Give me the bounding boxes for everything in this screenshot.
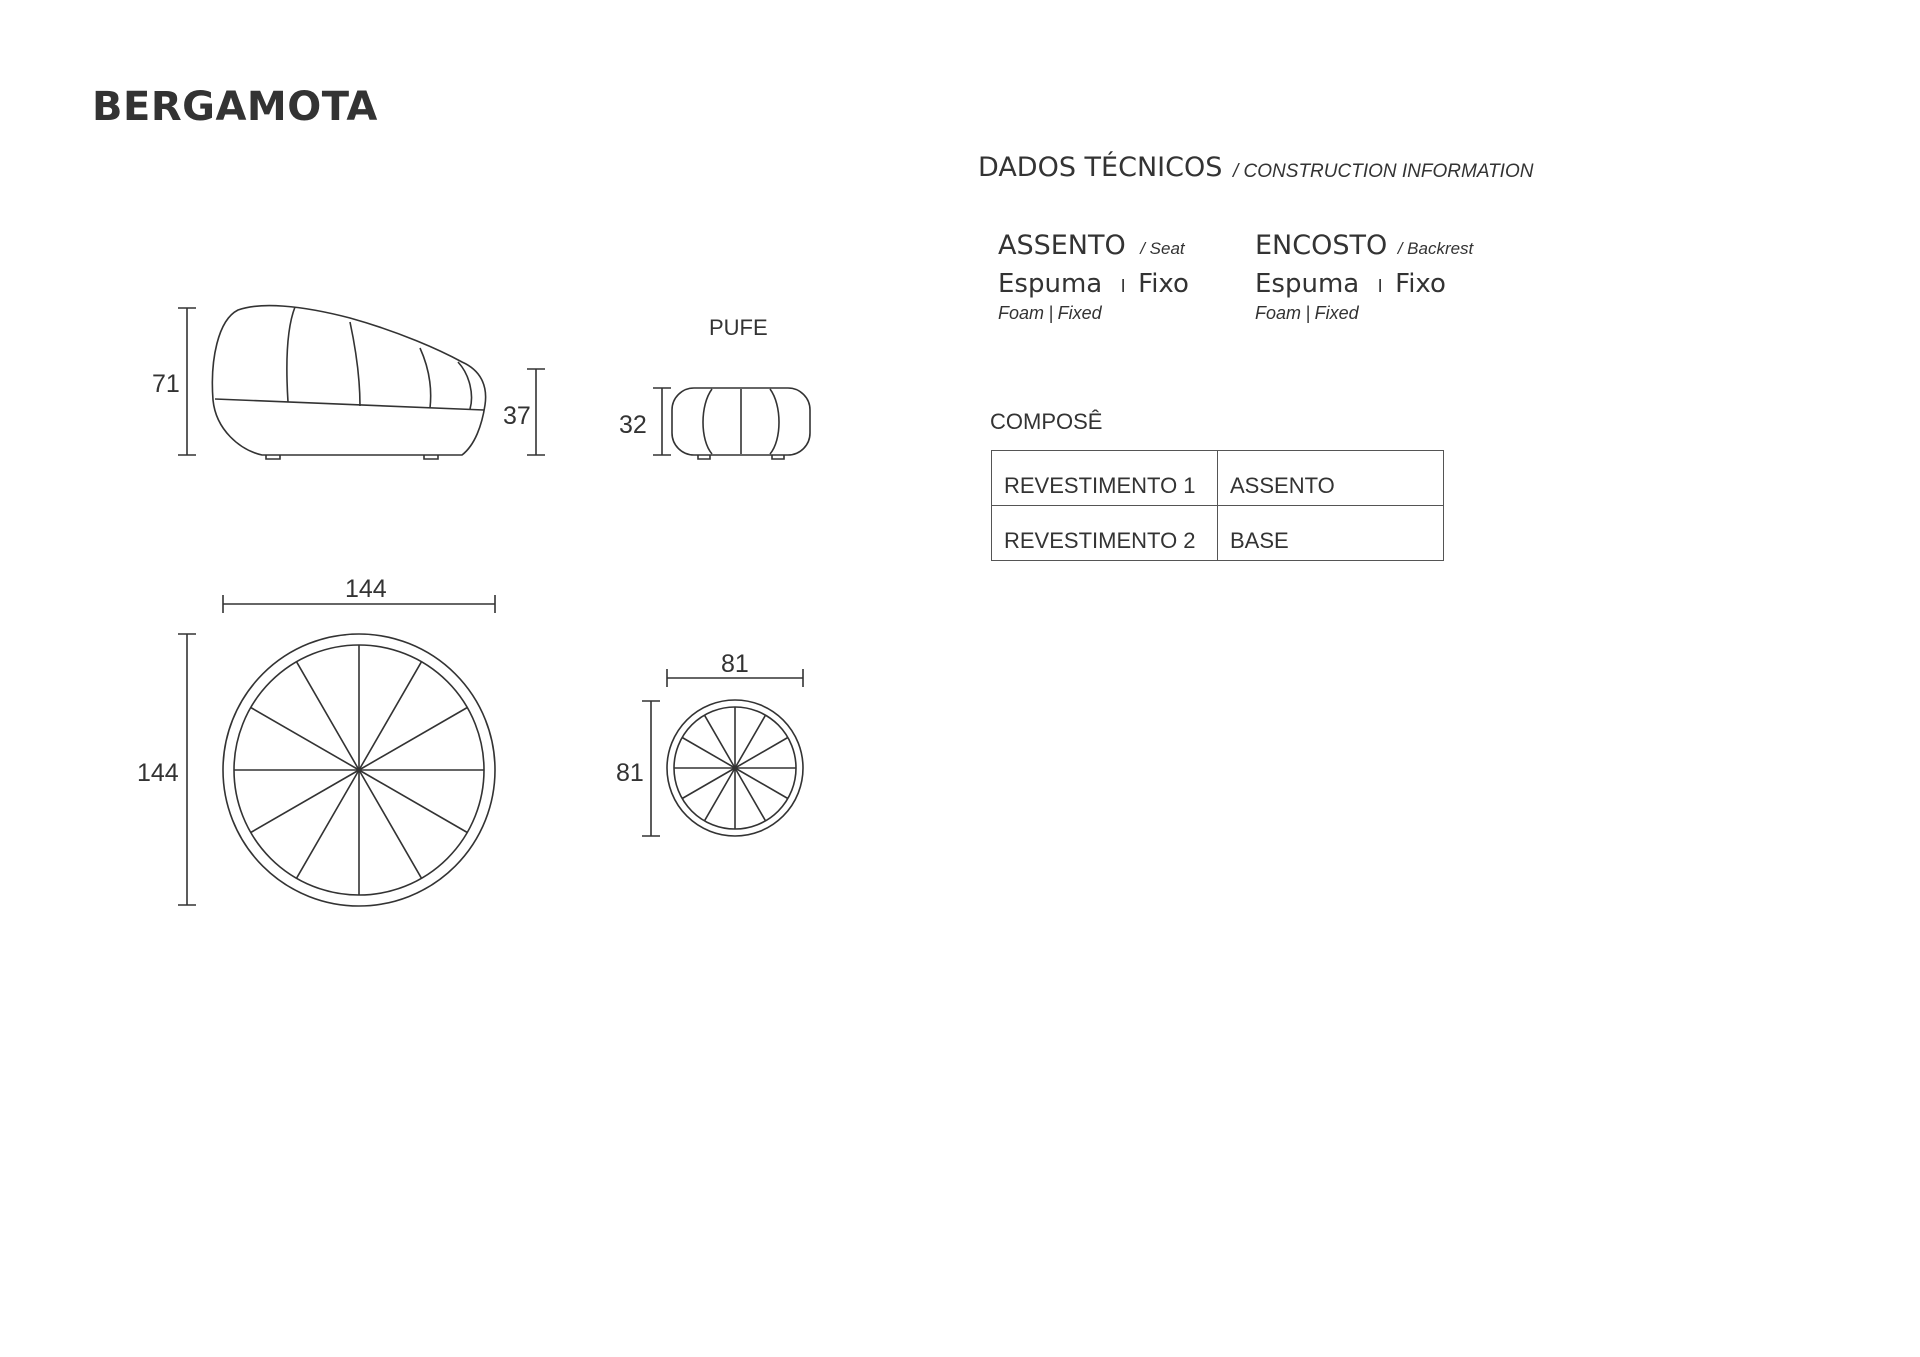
seat-separator: I — [1120, 276, 1126, 296]
chair-width-label: 144 — [345, 575, 387, 603]
pouf-depth-label: 81 — [616, 759, 644, 787]
product-title: BERGAMOTA — [92, 84, 378, 130]
backrest-note-separator: | — [1305, 303, 1311, 323]
chair-side-view — [212, 306, 485, 459]
seat-label-en: / Seat — [1140, 239, 1185, 258]
segment-line — [297, 770, 360, 878]
pouf-label: PUFE — [709, 315, 768, 340]
composition-part: REVESTIMENTO 2 — [992, 506, 1218, 561]
chair-depth-dimension — [178, 634, 196, 905]
technical-subtitle: / CONSTRUCTION INFORMATION — [1233, 161, 1534, 182]
seat-material: Espuma — [998, 269, 1103, 299]
segment-line — [251, 708, 359, 771]
backrest-type: Fixo — [1395, 269, 1446, 299]
segment-line — [359, 708, 467, 771]
backrest-label-en: / Backrest — [1397, 239, 1474, 258]
pouf-height-dimension — [653, 388, 671, 455]
backrest-separator: I — [1377, 276, 1383, 296]
chair-height-dimension — [178, 308, 196, 455]
chair-top-view — [223, 634, 495, 906]
pouf-height-label: 32 — [619, 411, 647, 439]
pouf-top-view — [667, 700, 803, 836]
segment-line — [359, 662, 422, 770]
seat-note-separator: | — [1048, 303, 1054, 323]
chair-depth-label: 144 — [137, 759, 179, 787]
pouf-width-label: 81 — [721, 650, 749, 678]
backrest-type-en: Fixed — [1314, 303, 1359, 323]
composition-location: ASSENTO — [1218, 451, 1444, 506]
composition-part: REVESTIMENTO 1 — [992, 451, 1218, 506]
segment-line — [359, 770, 467, 833]
backrest-material: Espuma — [1255, 269, 1360, 299]
seat-label: ASSENTO — [998, 230, 1126, 261]
composition-title: COMPOSÊ — [990, 409, 1103, 434]
segment-line — [359, 770, 422, 878]
seat-material-en: Foam — [998, 303, 1045, 323]
technical-title: DADOS TÉCNICOS — [978, 152, 1223, 183]
segment-line — [251, 770, 359, 833]
seat-type-en: Fixed — [1057, 303, 1102, 323]
pouf-side-view — [672, 388, 810, 459]
seat-type: Fixo — [1138, 269, 1189, 299]
backrest-material-en: Foam — [1255, 303, 1302, 323]
pouf-depth-dimension — [642, 701, 660, 836]
segment-line — [297, 662, 360, 770]
seat-height-label: 37 — [503, 402, 531, 430]
chair-height-label: 71 — [152, 370, 180, 398]
backrest-label: ENCOSTO — [1255, 230, 1388, 261]
composition-location: BASE — [1218, 506, 1444, 561]
